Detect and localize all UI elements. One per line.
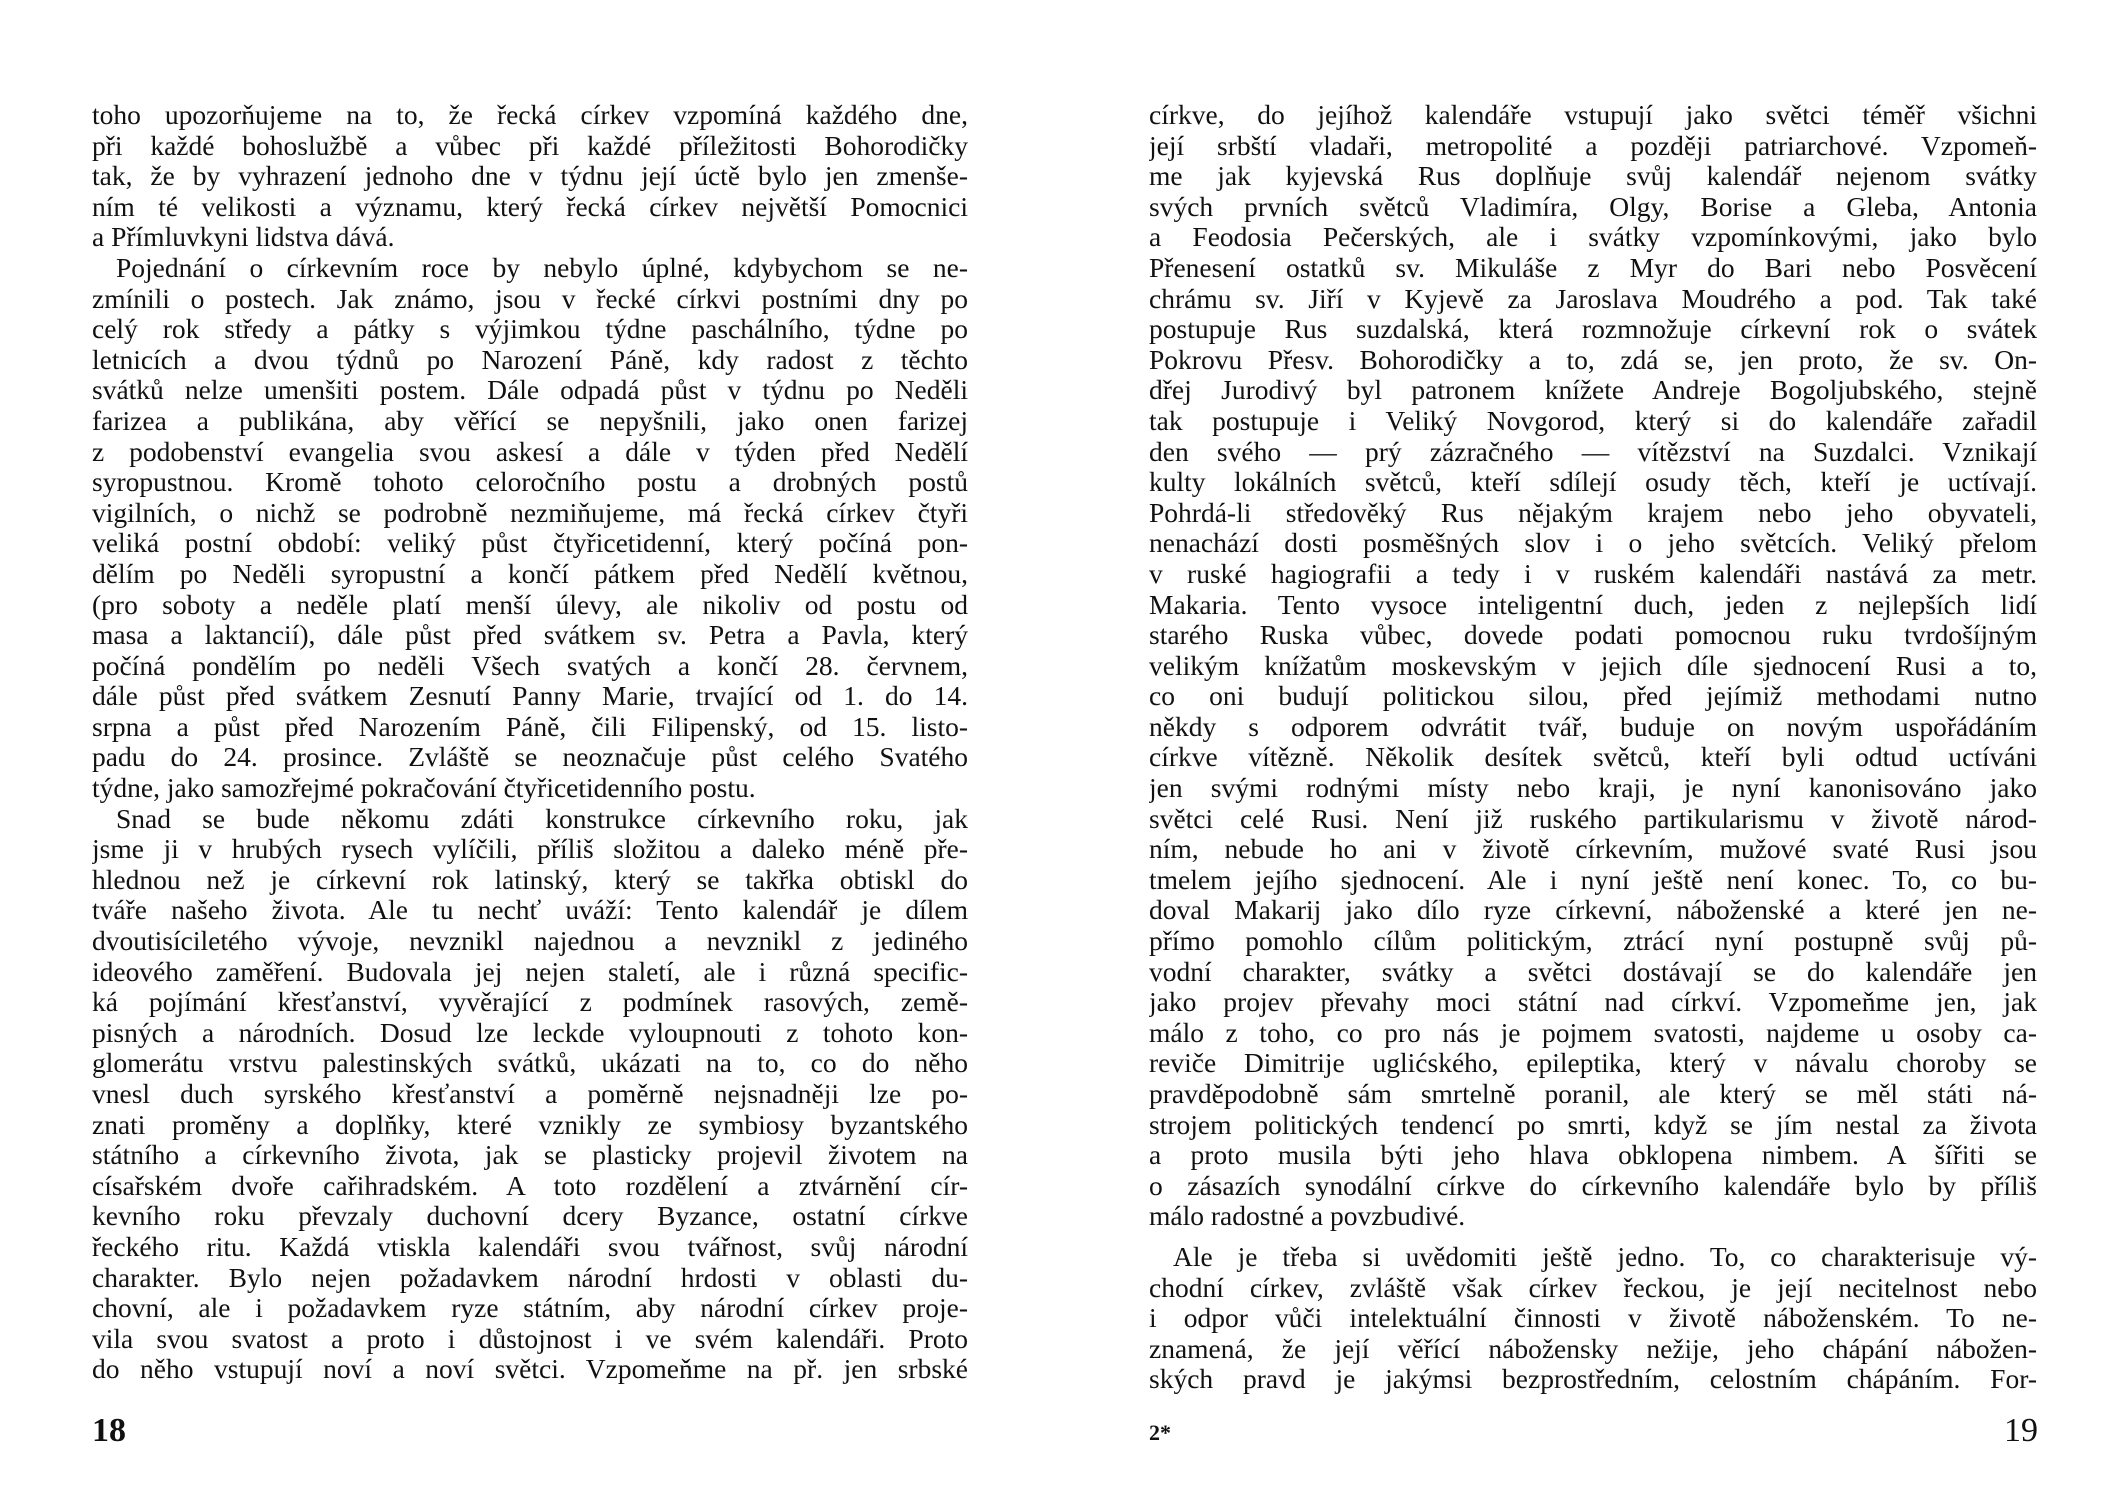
text-line: nenachází dosti posměšných slov i o jeho světcích. Veliký přelom xyxy=(1149,528,2037,559)
text-line: tmelem jejího sjednocení. Ale i nyní ještě není konec. To, co bu- xyxy=(1149,864,2037,895)
paragraph-start-line: Ale je třeba si uvědomiti ještě jedno. To, co charakterisuje vý- xyxy=(1173,1241,2037,1272)
page-number: 18 xyxy=(92,1412,126,1449)
text-line: svátků nelze umenšiti postem. Dále odpadá půst v týdnu po Neděli xyxy=(92,375,968,406)
text-line: doval Makarij jako dílo ryze církevní, náboženské a které jen ne- xyxy=(1149,895,2037,926)
text-line: církve, do jejíhož kalendáře vstupují jako světci téměř všichni xyxy=(1149,100,2037,130)
text-line: Pokrovu Přesv. Bohorodičky a to, zdá se, jen proto, že sv. On- xyxy=(1149,344,2037,375)
text-line: vodní charakter, svátky a světci dostávají se do kalendáře jen xyxy=(1149,956,2037,987)
text-line: ním, nebude ho ani v životě církevním, mužové svaté Rusi jsou xyxy=(1149,834,2037,865)
text-line: chovní, ale i požadavkem ryze státním, aby národní církev proje- xyxy=(92,1293,968,1324)
text-line: chrámu sv. Jiří v Kyjevě za Jaroslava Moudrého a pod. Tak také xyxy=(1149,283,2037,314)
text-line: pravděpodobně sám smrtelně poranil, ale který se měl státi ná- xyxy=(1149,1079,2037,1109)
text-line: málo radostné a povzbudivé. xyxy=(1149,1201,1466,1232)
text-line: (pro soboty a neděle platí menší úlevy, ale nikoliv od postu od xyxy=(92,589,968,620)
text-line: vila svou svatost a proto i důstojnost i ve svém kalendáři. Proto xyxy=(92,1323,968,1354)
text-line: masa a laktancií), dále půst před svátkem sv. Petra a Pavla, který xyxy=(92,620,968,651)
text-line: a Přímluvkyni lidstva dává. xyxy=(92,222,395,253)
text-line: o zásazích synodální církve do církevního kalendáře bylo by příliš xyxy=(1149,1170,2037,1201)
text-line: syropustnou. Kromě tohoto celoročního postu a drobných postů xyxy=(92,467,968,498)
text-line: kulty lokálních světců, kteří sdílejí osudy těch, kteří je uctívají. xyxy=(1149,467,2037,498)
printer-signature-mark: 2* xyxy=(1149,1420,1171,1445)
text-line: málo z toho, co pro nás je pojmem svatosti, najdeme u osoby ca- xyxy=(1149,1017,2037,1048)
text-line: císařském dvoře cařihradském. A toto rozdělení a ztvárnění cír- xyxy=(92,1170,968,1201)
text-line: někdy s odporem odvrátit tvář, buduje on novým uspořádáním xyxy=(1149,711,2037,742)
text-line: jen svými rodnými místy nebo kraji, je nyní kanonisováno jako xyxy=(1149,773,2037,804)
text-line: jako projev převahy moci státní nad církví. Vzpomeňme jen, jak xyxy=(1149,987,2037,1018)
text-line: velikým knížatům moskevským v jejich díle sjednocení Rusi a to, xyxy=(1149,650,2037,681)
text-line: v ruské hagiografii a tedy i v ruském kalendáři nastává za metr. xyxy=(1149,558,2037,589)
text-line: letnicích a dvou týdnů po Narození Páně, kdy radost z těchto xyxy=(92,344,968,375)
text-line: světci celé Rusi. Není již ruského partikularismu v životě národ- xyxy=(1149,803,2037,834)
paragraph-gap xyxy=(1149,1232,2037,1242)
text-line: a proto musila býti jeho hlava obklopena nimbem. A šířiti se xyxy=(1149,1140,2037,1171)
right-page xyxy=(1059,0,2118,1500)
text-line: tváře našeho života. Ale tu nechť uváží: Tento kalendář je dílem xyxy=(92,895,968,926)
text-line: při každé bohoslužbě a vůbec při každé příležitosti Bohorodičky xyxy=(92,130,968,161)
text-line: kevního roku převzaly duchovní dcery Byzance, ostatní církve xyxy=(92,1201,968,1232)
text-line: svých prvních světců Vladimíra, Olgy, Borise a Gleba, Antonia xyxy=(1149,191,2037,222)
text-line: tak, že by vyhrazení jednoho dne v týdnu její úctě bylo jen zmenše- xyxy=(92,161,968,192)
text-line: reviče Dimitrije uglićského, epileptika, který v návalu choroby se xyxy=(1149,1048,2037,1079)
text-line: ideového zaměření. Budovala jej nejen staletí, ale i různá specific- xyxy=(92,956,968,987)
text-line: její srbští vladaři, metropolité a později patriarchové. Vzpomeň- xyxy=(1149,130,2037,161)
text-line: přímo pomohlo cílům politickým, ztrácí nyní postupně svůj pů- xyxy=(1149,926,2037,957)
text-line: veliká postní období: veliký půst čtyřicetidenní, který počíná pon- xyxy=(92,528,968,559)
text-line: srpna a půst před Narozením Páně, čili Filipenský, od 15. listo- xyxy=(92,711,968,742)
text-line: ských pravd je jakýmsi bezprostředním, celostním chápáním. For- xyxy=(1149,1364,2037,1395)
text-line: celý rok středy a pátky s výjimkou týdne paschálního, týdne po xyxy=(92,314,968,345)
text-line: znamená, že její věřící nábožensky nežije, jeho chápání nábožen- xyxy=(1149,1333,2037,1364)
text-line: charakter. Bylo nejen požadavkem národní hrdosti v oblasti du- xyxy=(92,1262,968,1293)
text-line: Pohrdá-li středověký Rus nějakým krajem nebo jeho obyvateli, xyxy=(1149,497,2037,528)
text-line: chodní církev, zvláště však církev řeckou, je její necitelnost nebo xyxy=(1149,1272,2037,1303)
paragraph-start-line: Snad se bude někomu zdáti konstrukce církevního roku, jak xyxy=(116,803,968,834)
text-line: postupuje Rus suzdalská, která rozmnožuje církevní rok o svátek xyxy=(1149,314,2037,345)
left-page-text xyxy=(92,100,968,1385)
text-line: znati proměny a doplňky, které vznikly ze symbiosy byzantského xyxy=(92,1109,968,1140)
text-line: z podobenství evangelia svou askesí a dále v týden před Nedělí xyxy=(92,436,968,467)
text-line: toho upozorňujeme na to, že řecká církev vzpomíná každého dne, xyxy=(92,100,968,130)
text-line: glomerátu vrstvu palestinských svátků, ukázati na to, co do něho xyxy=(92,1048,968,1079)
text-line: do něho vstupují noví a noví světci. Vzpomeňme na př. jen srbské xyxy=(92,1354,968,1385)
text-line: pisných a národních. Dosud lze leckde vyloupnouti z tohoto kon- xyxy=(92,1017,968,1048)
text-line: řeckého ritu. Každá vtiskla kalendáři svou tvářnost, svůj národní xyxy=(92,1231,968,1262)
text-line: starého Ruska vůbec, dovede podati pomocnou ruku tvrdošíjným xyxy=(1149,620,2037,651)
text-line: týdne, jako samozřejmé pokračování čtyřicetidenního postu. xyxy=(92,773,756,804)
text-line: dvoutisíciletého vývoje, nevznikl najednou a nevznikl z jediného xyxy=(92,926,968,957)
page-number: 19 xyxy=(2004,1412,2038,1449)
text-line: den svého — prý zázračného — vítězství na Suzdalci. Vznikají xyxy=(1149,436,2037,467)
paragraph-start-line: Pojednání o církevním roce by nebylo úplné, kdybychom se ne- xyxy=(116,252,968,283)
text-line: me jak kyjevská Rus doplňuje svůj kalendář nejenom svátky xyxy=(1149,161,2037,192)
text-line: a Feodosia Pečerských, ale i svátky vzpomínkovými, jako bylo xyxy=(1149,222,2037,253)
text-line: vigilních, o nichž se podrobně nezmiňujeme, má řecká církev čtyři xyxy=(92,497,968,528)
text-line: farizea a publikána, aby věřící se nepyšnili, jako onen farizej xyxy=(92,405,968,436)
text-line: státního a církevního života, jak se plasticky projevil životem na xyxy=(92,1140,968,1171)
right-page-text xyxy=(1149,100,2037,1395)
text-line: padu do 24. prosince. Zvláště se neoznačuje půst celého Svatého xyxy=(92,742,968,773)
text-line: co oni budují politickou silou, před jejímiž methodami nutno xyxy=(1149,681,2037,712)
text-line: dále půst před svátkem Zesnutí Panny Marie, trvající od 1. do 14. xyxy=(92,681,968,712)
text-line: dělím po Neděli syropustní a končí pátkem před Nedělí květnou, xyxy=(92,558,968,589)
text-line: ním té velikosti a významu, který řecká církev největší Pomocnici xyxy=(92,191,968,222)
text-line: zmínili o postech. Jak známo, jsou v řecké církvi postními dny po xyxy=(92,283,968,314)
text-line: vnesl duch syrského křesťanství a poměrně nejsnadněji lze po- xyxy=(92,1079,968,1109)
text-line: jsme ji v hrubých rysech vylíčili, příliš složitou a daleko méně pře- xyxy=(92,834,968,865)
text-line: tak postupuje i Veliký Novgorod, který si do kalendáře zařadil xyxy=(1149,405,2037,436)
text-line: dřej Jurodivý byl patronem knížete Andreje Bogoljubského, stejně xyxy=(1149,375,2037,406)
text-line: i odpor vůči intelektuální činnosti v životě náboženském. To ne- xyxy=(1149,1303,2037,1334)
text-line: hlednou než je církevní rok latinský, který se takřka obtiskl do xyxy=(92,864,968,895)
text-line: Přenesení ostatků sv. Mikuláše z Myr do Bari nebo Posvěcení xyxy=(1149,252,2037,283)
text-line: počíná pondělím po neděli Všech svatých a končí 28. červnem, xyxy=(92,650,968,681)
text-line: Makaria. Tento vysoce inteligentní duch, jeden z nejlepších lidí xyxy=(1149,589,2037,620)
text-line: strojem politických tendencí po smrti, když se jím nestal za života xyxy=(1149,1109,2037,1140)
text-line: ká pojímání křesťanství, vyvěrající z podmínek rasových, země- xyxy=(92,987,968,1018)
text-line: církve vítězně. Několik desítek světců, kteří byli odtud uctíváni xyxy=(1149,742,2037,773)
